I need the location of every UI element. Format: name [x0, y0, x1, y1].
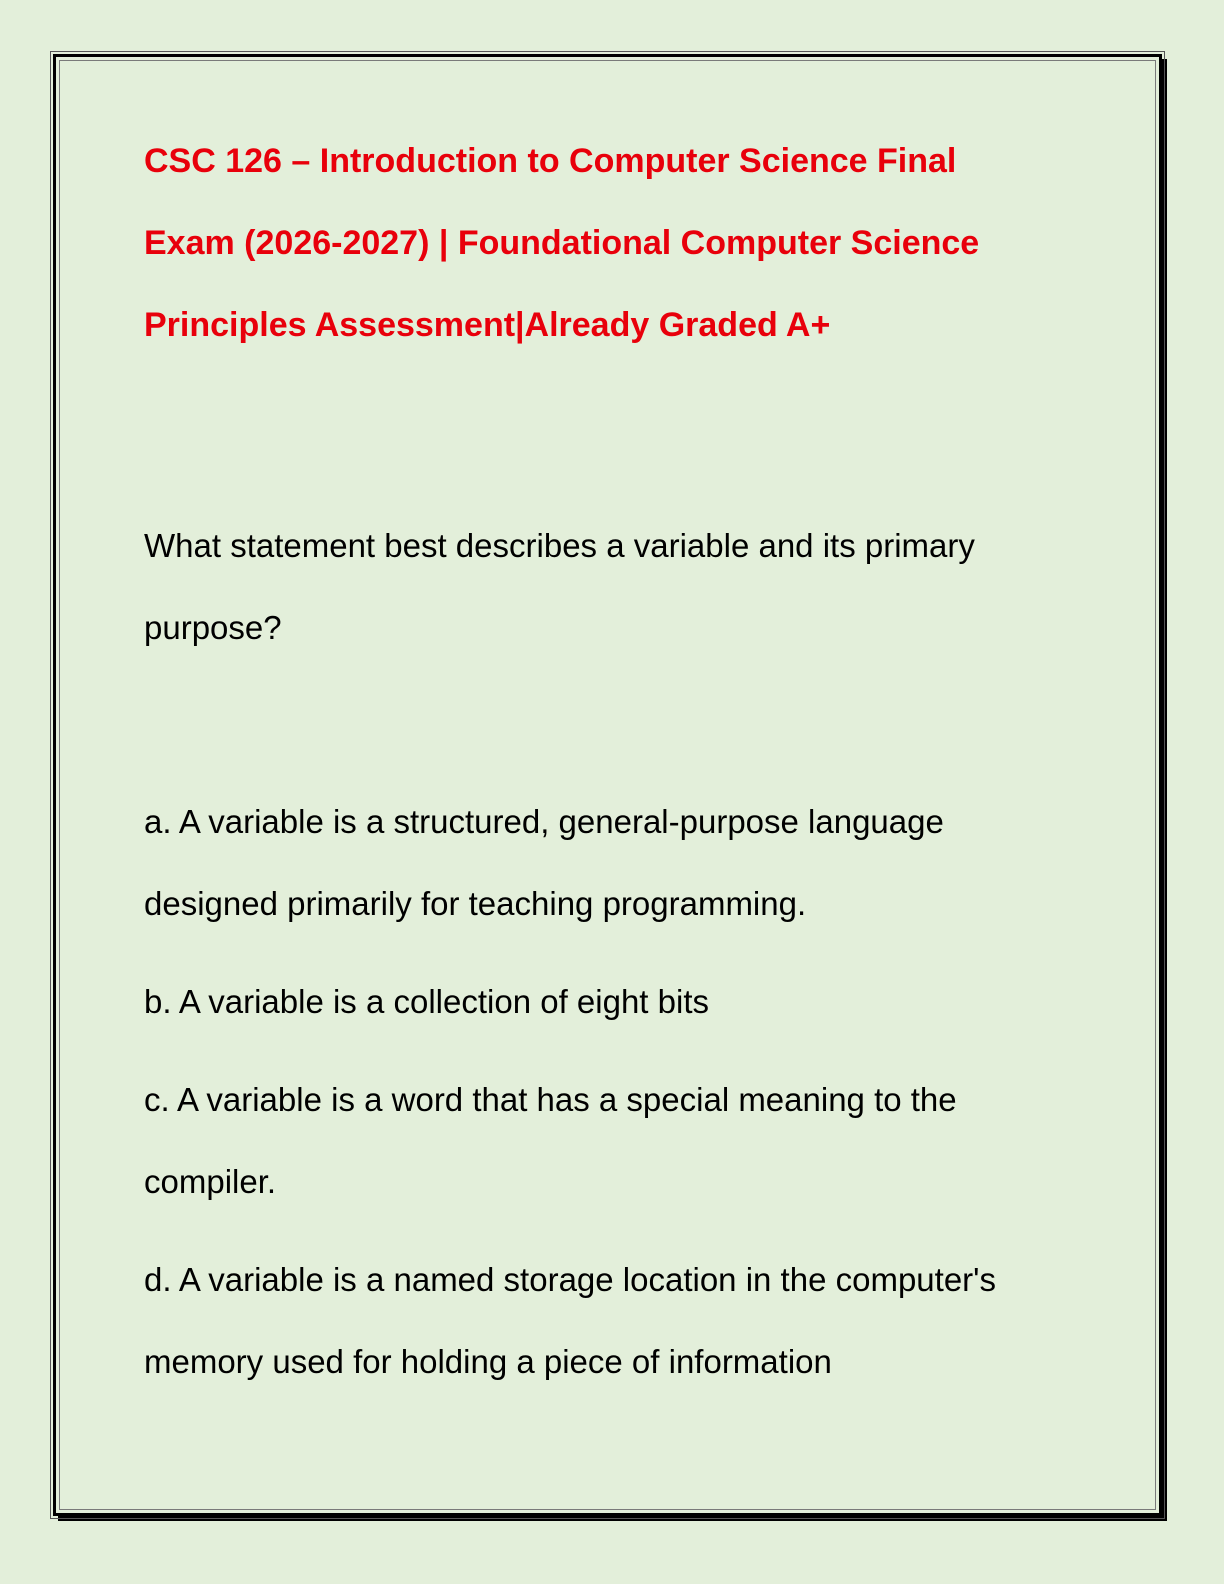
- option-line: a. A variable is a structured, general-purpose language: [144, 803, 944, 840]
- question-line: What statement best describes a variable and its primary: [144, 527, 975, 564]
- title-line: Exam (2026-2027) | Foundational Computer Science: [144, 224, 980, 262]
- option-line: b. A variable is a collection of eight bits: [144, 983, 709, 1020]
- option-line: designed primarily for teaching programming.: [144, 885, 807, 922]
- option-line: d. A variable is a named storage location in the computer's: [144, 1261, 996, 1298]
- question-line: purpose?: [144, 609, 282, 646]
- title-line: CSC 126 – Introduction to Computer Science Final: [144, 142, 957, 180]
- answer-options: [144, 781, 1104, 1403]
- option-line: c. A variable is a word that has a special meaning to the: [144, 1081, 957, 1118]
- answer-option-d: [144, 1239, 1104, 1403]
- option-line: compiler.: [144, 1163, 277, 1200]
- question-text: [144, 505, 1104, 669]
- document-title: [144, 120, 1104, 366]
- answer-option-c: [144, 1059, 1104, 1223]
- answer-option-b: [144, 961, 1104, 1043]
- option-line: memory used for holding a piece of information: [144, 1343, 832, 1380]
- document-content: [144, 120, 1104, 1419]
- title-line: Principles Assessment|Already Graded A+: [144, 306, 831, 344]
- answer-option-a: [144, 781, 1104, 945]
